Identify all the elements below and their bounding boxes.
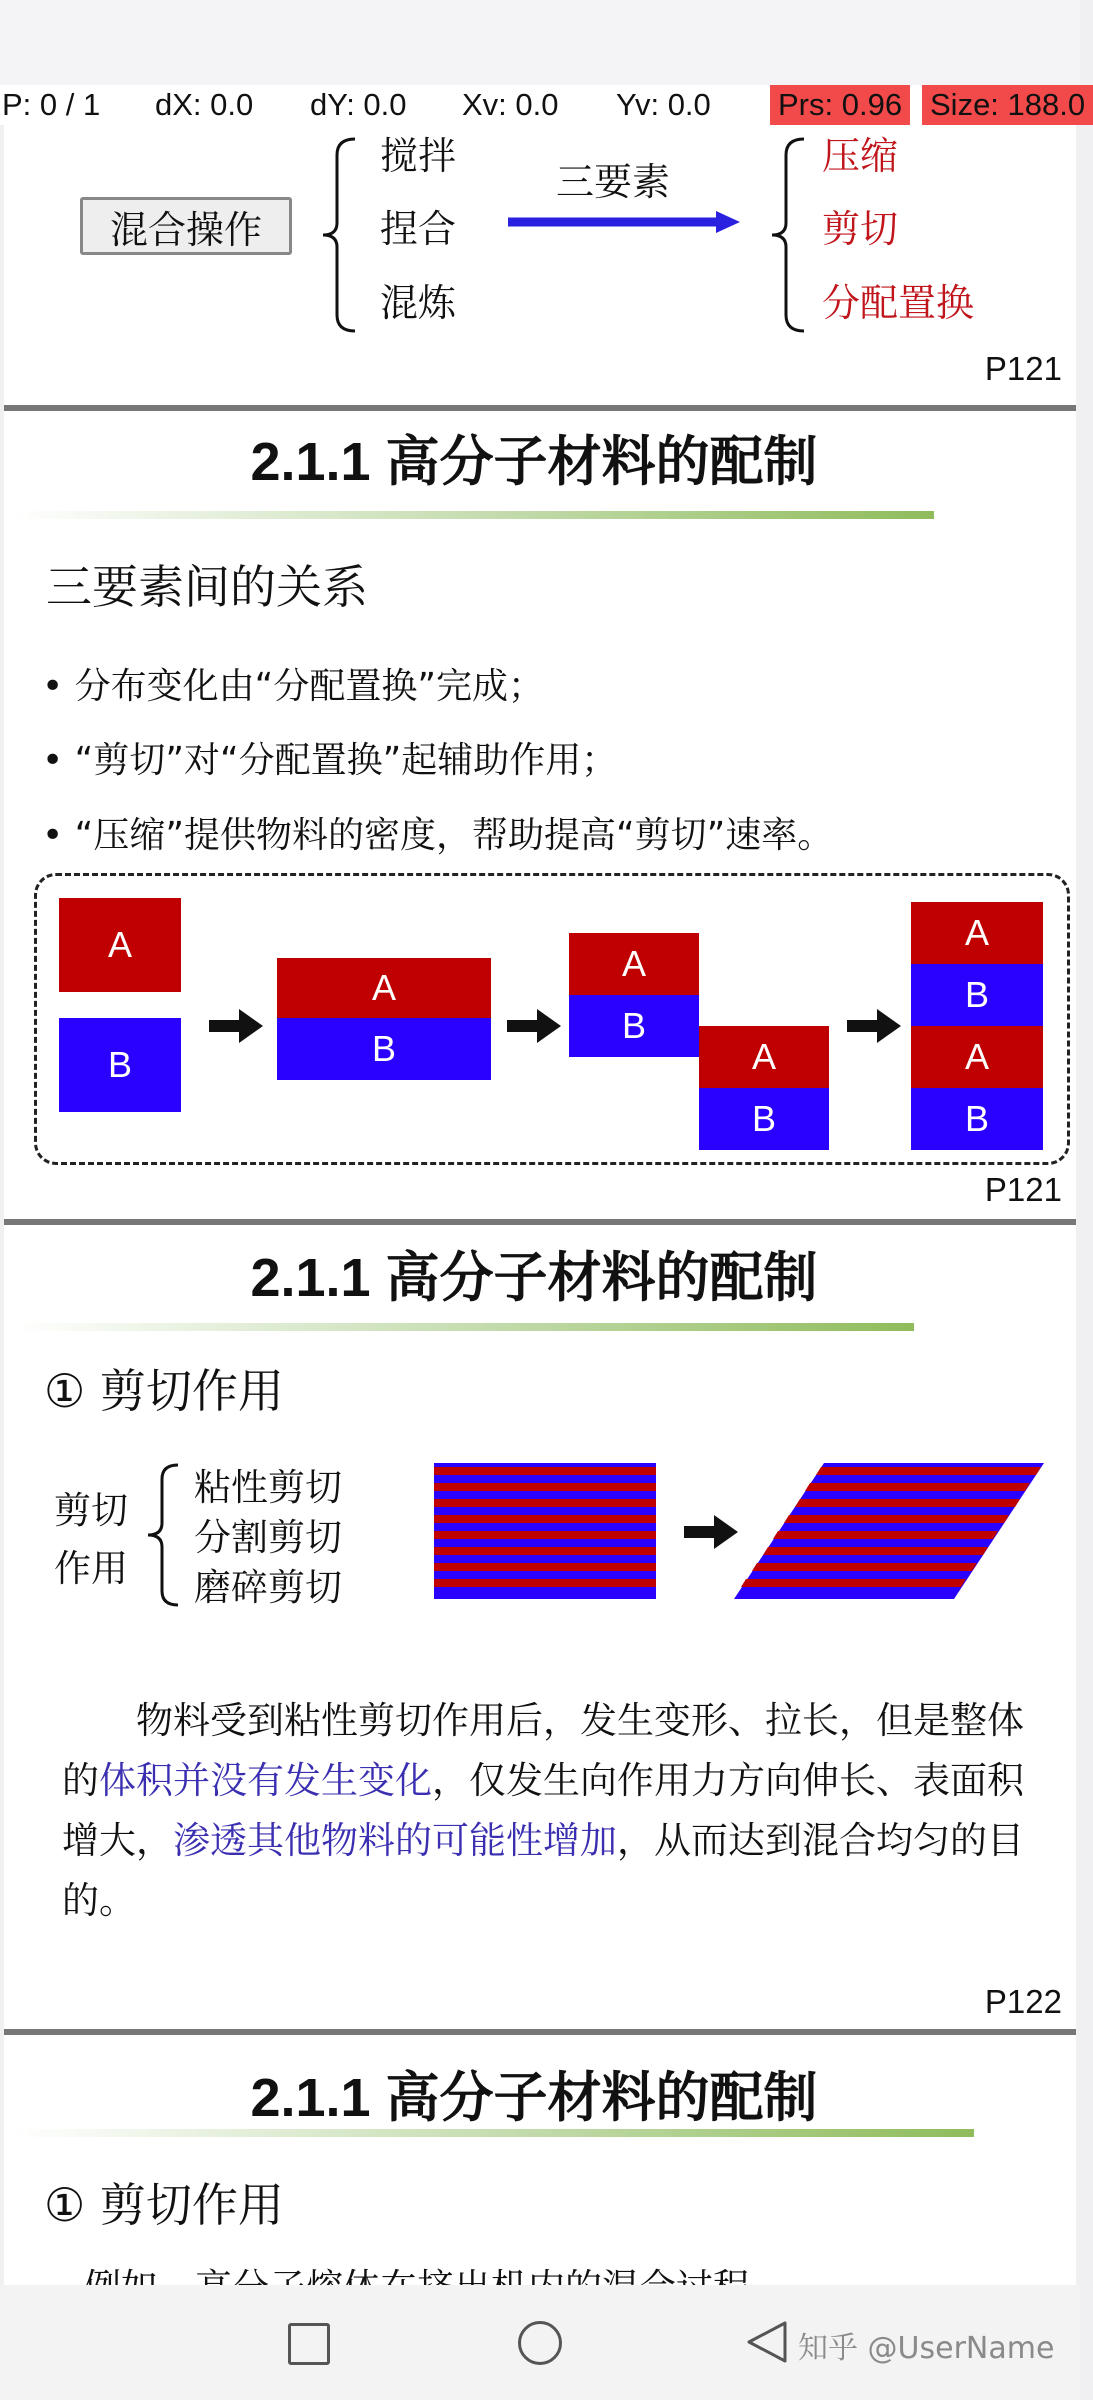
right-arrow-icon bbox=[209, 1009, 265, 1043]
bullet-item: • 分布变化由“分配置换”完成； bbox=[42, 666, 544, 707]
block-a: A bbox=[277, 958, 491, 1018]
block-b: B bbox=[911, 1088, 1043, 1150]
slide-three-elements bbox=[4, 411, 1076, 1225]
back-icon[interactable] bbox=[745, 2319, 789, 2365]
block-b: B bbox=[277, 1018, 491, 1080]
debug-yv: Yv: 0.0 bbox=[616, 87, 711, 122]
bullet-item: • “压缩”提供物料的密度，帮助提高“剪切”速率。 bbox=[42, 815, 834, 856]
left-brace-icon bbox=[144, 1461, 184, 1611]
paragraph-text: ，仅发生向作用力方向伸长、表面积增大， bbox=[62, 1759, 1024, 1862]
arrow-label: 三要素 bbox=[556, 160, 671, 204]
element-compression: 压缩 bbox=[822, 134, 899, 178]
slide-shear-action bbox=[4, 1225, 1076, 2035]
left-brace-icon bbox=[319, 135, 359, 335]
shear-type-grinding: 磨碎剪切 bbox=[194, 1566, 342, 1609]
right-arrow-icon bbox=[847, 1009, 903, 1043]
debug-pressure: Prs: 0.96 bbox=[770, 85, 910, 125]
element-distributive-exchange: 分配置换 bbox=[822, 281, 975, 325]
block-b: B bbox=[59, 1018, 181, 1112]
status-bar bbox=[0, 0, 1080, 85]
debug-dx: dX: 0.0 bbox=[155, 87, 254, 122]
block-a: A bbox=[569, 933, 699, 995]
right-arrow-icon bbox=[504, 207, 744, 237]
sheared-stack-graphic bbox=[734, 1463, 1054, 1603]
element-shear: 剪切 bbox=[822, 207, 899, 251]
block-a: A bbox=[699, 1026, 829, 1088]
debug-pointer: P: 0 / 1 bbox=[2, 87, 101, 122]
left-brace-icon bbox=[768, 135, 808, 335]
page-number: P121 bbox=[984, 1171, 1062, 1208]
debug-dy: dY: 0.0 bbox=[310, 87, 407, 122]
op-kneading: 捏合 bbox=[380, 207, 457, 251]
slide-shear-example bbox=[4, 2035, 1076, 2285]
title-rule bbox=[14, 511, 934, 519]
shear-label: 作用 bbox=[54, 1547, 128, 1590]
block-a: A bbox=[911, 902, 1043, 964]
shear-type-split: 分割剪切 bbox=[194, 1516, 342, 1559]
highlight-text: 体积并没有发生变化 bbox=[99, 1759, 432, 1802]
section-heading: 三要素间的关系 bbox=[46, 560, 368, 614]
block-b: B bbox=[911, 964, 1043, 1026]
page-number: P122 bbox=[984, 1983, 1062, 2020]
right-arrow-icon bbox=[507, 1009, 563, 1043]
bullet-item: • “剪切”对“分配置换”起辅助作用； bbox=[42, 740, 618, 781]
watermark: 知乎 @UserName bbox=[798, 2331, 1055, 2366]
debug-overlay bbox=[0, 85, 1086, 125]
layered-stack-graphic bbox=[434, 1463, 664, 1603]
slide-mixing-operations bbox=[4, 125, 1076, 411]
debug-xv: Xv: 0.0 bbox=[462, 87, 559, 122]
op-milling: 混炼 bbox=[380, 281, 457, 325]
title-rule bbox=[14, 2129, 974, 2137]
slide-title: 2.1.1 高分子材料的配制 bbox=[250, 1248, 818, 1308]
block-a: A bbox=[59, 898, 181, 992]
slide-title: 2.1.1 高分子材料的配制 bbox=[250, 432, 818, 492]
paragraph-text: ，从而达到混合均匀的目的。 bbox=[62, 1819, 1024, 1922]
shear-label: 剪切 bbox=[54, 1489, 128, 1532]
mixing-diagram bbox=[34, 873, 1070, 1165]
section-heading: ① 剪切作用 bbox=[44, 1364, 284, 1418]
block-b: B bbox=[699, 1088, 829, 1150]
debug-size: Size: 188.0 bbox=[922, 85, 1093, 125]
op-stirring: 搅拌 bbox=[380, 134, 457, 178]
section-heading: ① 剪切作用 bbox=[44, 2178, 284, 2232]
title-rule bbox=[14, 1323, 914, 1331]
block-b: B bbox=[569, 995, 699, 1057]
page-number: P121 bbox=[984, 350, 1062, 387]
recent-apps-icon[interactable] bbox=[288, 2323, 330, 2365]
mix-operation-button[interactable]: 混合操作 bbox=[80, 197, 292, 255]
paragraph-text: 物料受到粘性剪切作用后，发生变形、拉长，但是整体的 bbox=[62, 1699, 1024, 1802]
shear-explanation bbox=[62, 1691, 1042, 1931]
shear-type-viscous: 粘性剪切 bbox=[194, 1466, 342, 1509]
highlight-text: 渗透其他物料的可能性增加 bbox=[173, 1819, 617, 1862]
block-a: A bbox=[911, 1026, 1043, 1088]
slide-title: 2.1.1 高分子材料的配制 bbox=[250, 2068, 818, 2128]
navigation-bar bbox=[0, 2285, 1080, 2400]
home-icon[interactable] bbox=[518, 2321, 562, 2365]
right-arrow-icon bbox=[684, 1515, 740, 1549]
